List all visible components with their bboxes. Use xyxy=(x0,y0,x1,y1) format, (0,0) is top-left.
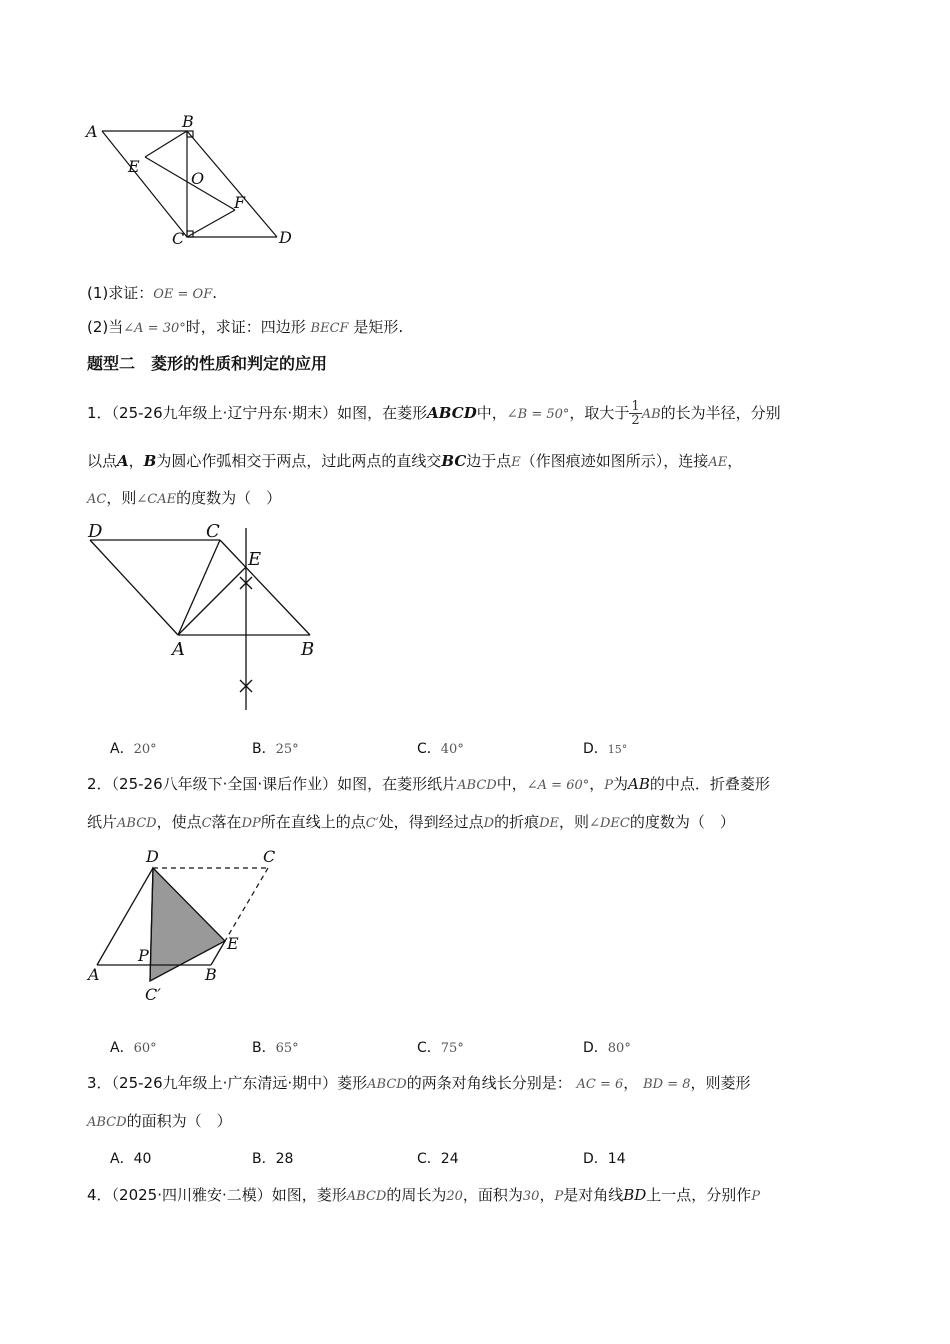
q2-text: （25-26八年级下·全国·课后作业）如图，在菱形纸片 xyxy=(111,775,458,793)
q2-text: 为 xyxy=(613,775,629,793)
part1-math: OE = OF xyxy=(153,287,213,302)
q1-ae: AE xyxy=(708,455,728,470)
figure-q2 xyxy=(80,842,290,1007)
q2-d: D xyxy=(483,816,495,831)
option-key: D． xyxy=(583,741,608,757)
q1-abcd: ABCD xyxy=(427,404,477,422)
option-key: C． xyxy=(417,1040,441,1056)
q4-text: ，面积为 xyxy=(462,1186,523,1204)
q1-bc: BC xyxy=(441,452,467,470)
q3-option-b[interactable] xyxy=(252,1148,293,1168)
q1-text: 的度数为（ ） xyxy=(176,489,282,507)
q1-text: ，取大于 xyxy=(569,404,630,422)
q1-number: 1． xyxy=(87,404,112,422)
q2-line1 xyxy=(87,773,770,794)
q4-text: 的周长为 xyxy=(386,1186,447,1204)
q1-line1 xyxy=(87,400,781,427)
q1-text: ，则 xyxy=(106,489,137,507)
option-key: C． xyxy=(417,741,441,757)
q1-b: B xyxy=(143,452,157,470)
q1-label-E: E xyxy=(248,549,262,570)
q3-number: 3． xyxy=(87,1074,112,1092)
part2-math2: BECF xyxy=(310,321,349,336)
q4-p2: P xyxy=(751,1189,761,1204)
q2-text: ，则 xyxy=(559,813,590,831)
q2-ab: AB xyxy=(628,775,650,793)
q3-text: ，则菱形 xyxy=(690,1074,751,1092)
q2-text: 落在 xyxy=(211,813,242,831)
q3-option-c[interactable] xyxy=(417,1148,459,1168)
q4-text: ， xyxy=(539,1186,555,1204)
q1-label-D: D xyxy=(88,521,103,542)
q4-p: P xyxy=(554,1189,564,1204)
option-value: 80° xyxy=(607,1041,631,1056)
label-O: O xyxy=(191,169,205,188)
q1-a: A xyxy=(117,452,129,470)
q3-abcd: ABCD xyxy=(87,1115,127,1130)
q2-text: 处，得到经过点 xyxy=(378,813,484,831)
option-value: 24 xyxy=(440,1151,459,1167)
option-value: 14 xyxy=(607,1151,626,1167)
option-key: B． xyxy=(252,741,276,757)
q1-option-a[interactable] xyxy=(110,738,157,758)
q1-text: 的长为半径，分别 xyxy=(660,404,781,422)
q2-option-a[interactable] xyxy=(110,1037,157,1057)
q2-label-E: E xyxy=(227,934,239,953)
q2-c: C xyxy=(201,816,212,831)
q3-text: 的面积为（ ） xyxy=(126,1112,232,1130)
label-C: C xyxy=(172,229,185,248)
q2-text: 所在直线上的点 xyxy=(260,813,366,831)
q1-frac-den: 2 xyxy=(631,413,640,428)
q2-label-D: D xyxy=(146,847,159,866)
q2-angle-a: ∠A = 60° xyxy=(526,778,590,793)
q2-text: ，使点 xyxy=(156,813,202,831)
label-E: E xyxy=(128,157,140,176)
q2-angle-dec: ∠DEC xyxy=(589,816,630,831)
q2-text: ， xyxy=(589,775,605,793)
q2-label-A: A xyxy=(88,965,100,984)
option-key: D． xyxy=(583,1151,608,1167)
q4-text: 上一点，分别作 xyxy=(646,1186,752,1204)
q1-option-c[interactable] xyxy=(417,738,464,758)
option-value: 15° xyxy=(607,743,628,756)
q2-option-b[interactable] xyxy=(252,1037,299,1057)
q2-de: DE xyxy=(539,816,560,831)
q2-label-C: C xyxy=(263,847,276,866)
q2-option-d[interactable] xyxy=(583,1037,631,1057)
q2-label-B: B xyxy=(205,965,217,984)
q1-text: ， xyxy=(128,452,144,470)
q2-text: 的折痕 xyxy=(494,813,540,831)
q3-line2 xyxy=(87,1110,232,1131)
q2-label-C-prime: C′ xyxy=(145,985,161,1004)
option-value: 40° xyxy=(440,742,464,757)
part2-math: ∠A = 30° xyxy=(123,321,186,336)
label-F: F xyxy=(234,193,246,212)
q1-option-b[interactable] xyxy=(252,738,299,758)
q1-text: （作图痕迹如图所示），连接 xyxy=(520,452,709,470)
option-value: 25° xyxy=(275,742,299,757)
part1-suffix: . xyxy=(212,284,218,302)
q2-label-P: P xyxy=(138,946,149,965)
q4-line1 xyxy=(87,1184,760,1205)
q1-ac: AC xyxy=(87,492,107,507)
q2-text: 的中点．折叠菱形 xyxy=(649,775,770,793)
q3-option-d[interactable] xyxy=(583,1148,626,1168)
q2-option-c[interactable] xyxy=(417,1037,464,1057)
q1-line3 xyxy=(87,487,281,508)
option-value: 60° xyxy=(133,1041,157,1056)
q3-option-a[interactable] xyxy=(110,1148,151,1168)
figure-top xyxy=(80,110,310,250)
option-key: C． xyxy=(417,1151,441,1167)
q1-e: E xyxy=(511,455,521,470)
q2-dp: DP xyxy=(241,816,261,831)
q1-text: 以点 xyxy=(87,452,118,470)
q1-frac-num: 1 xyxy=(631,399,640,414)
q1-line2 xyxy=(87,450,742,471)
q1-text: 中， xyxy=(476,404,507,422)
part2-prefix: (2)当 xyxy=(87,318,124,336)
q1-text: 边于点 xyxy=(466,452,512,470)
q4-text: （2025·四川雅安·二模）如图，菱形 xyxy=(111,1186,347,1204)
option-key: A． xyxy=(110,741,134,757)
label-B: B xyxy=(182,112,194,131)
q1-label-C: C xyxy=(206,521,220,542)
option-key: D． xyxy=(583,1040,608,1056)
option-value: 40 xyxy=(133,1151,152,1167)
part2-suffix: 是矩形. xyxy=(353,318,404,336)
q4-number: 4． xyxy=(87,1186,112,1204)
q2-line2 xyxy=(87,811,735,832)
option-key: B． xyxy=(252,1151,276,1167)
q1-text: ， xyxy=(727,452,743,470)
q4-perimeter: 20 xyxy=(446,1189,463,1204)
q2-text: 纸片 xyxy=(87,813,118,831)
q3-text: 的两条对角线长分别是： xyxy=(406,1074,572,1092)
q2-text: 的度数为（ ） xyxy=(629,813,735,831)
q1-text: 为圆心作弧相交于两点，过此两点的直线交 xyxy=(156,452,442,470)
q2-abcd: ABCD xyxy=(117,816,157,831)
q3-text: （25-26九年级上·广东清远·期中）菱形 xyxy=(111,1074,368,1092)
q4-area: 30 xyxy=(522,1189,540,1204)
q3-text: ， xyxy=(623,1074,639,1092)
q4-abcd: ABCD xyxy=(346,1189,387,1204)
q1-label-A: A xyxy=(172,639,185,660)
option-key: A． xyxy=(110,1151,134,1167)
label-A: A xyxy=(86,122,98,141)
q4-text: 是对角线 xyxy=(563,1186,624,1204)
part2-mid: 时，求证：四边形 xyxy=(185,318,306,336)
q1-angle-cae: ∠CAE xyxy=(136,492,177,507)
q3-line1 xyxy=(87,1072,751,1093)
prev-question-part2 xyxy=(87,316,403,337)
q3-ac: AC = 6 xyxy=(576,1077,624,1092)
q2-c-prime: C′ xyxy=(365,816,379,831)
q2-text: 中， xyxy=(496,775,527,793)
label-D: D xyxy=(279,228,292,247)
q2-number: 2． xyxy=(87,775,112,793)
part1-prefix: (1)求证： xyxy=(87,284,154,302)
prev-question-part1 xyxy=(87,282,217,303)
figure-q1 xyxy=(80,518,330,718)
option-key: A． xyxy=(110,1040,134,1056)
option-value: 75° xyxy=(440,1041,464,1056)
q1-ab: AB xyxy=(641,407,661,422)
q2-p: P xyxy=(604,778,613,793)
option-value: 28 xyxy=(275,1151,294,1167)
q3-bd: BD = 8 xyxy=(643,1077,691,1092)
q1-angle-b: ∠B = 50° xyxy=(506,407,570,422)
q1-text: （25-26九年级上·辽宁丹东·期末）如图，在菱形 xyxy=(111,404,428,422)
option-value: 20° xyxy=(133,742,157,757)
q2-abcd: ABCD xyxy=(457,778,497,793)
option-key: B． xyxy=(252,1040,276,1056)
section-title: 题型二 菱形的性质和判定的应用 xyxy=(87,354,328,373)
q3-abcd: ABCD xyxy=(367,1077,407,1092)
q1-fraction xyxy=(629,400,641,427)
option-value: 65° xyxy=(275,1041,299,1056)
q1-label-B: B xyxy=(301,639,315,660)
q4-bd: BD xyxy=(623,1186,647,1204)
q1-option-d[interactable] xyxy=(583,738,627,758)
